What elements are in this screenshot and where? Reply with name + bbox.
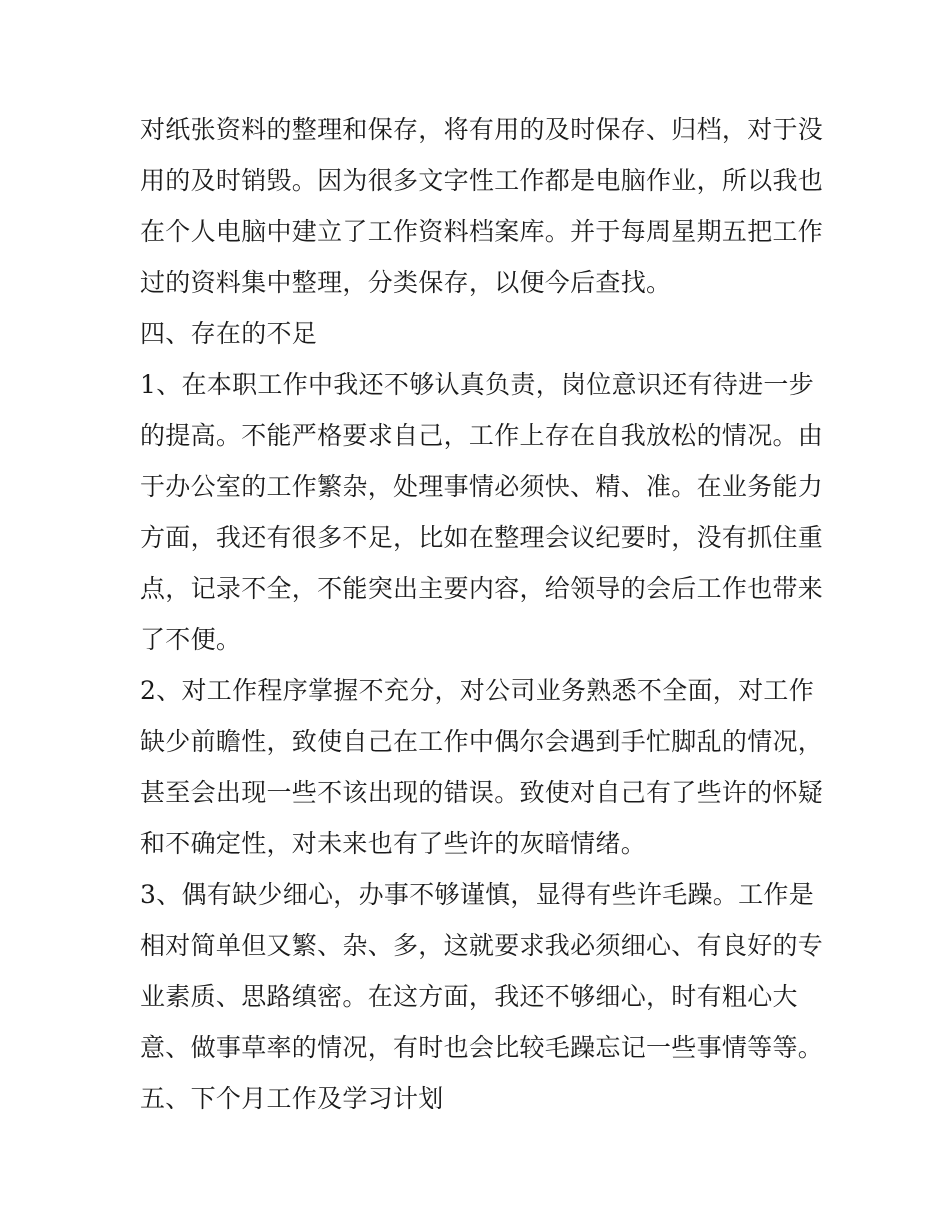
text-line: 甚至会出现一些不该出现的错误。致使对自己有了些许的怀疑 (140, 778, 824, 807)
document-body (140, 104, 824, 1124)
text-line: 和不确定性，对未来也有了些许的灰暗情绪。 (140, 829, 647, 858)
text-line: 于办公室的工作繁杂，处理事情必须快、精、准。在业务能力 (140, 472, 824, 501)
text-line: 3、偶有缺少细心，办事不够谨慎，显得有些许毛躁。工作是 (140, 880, 815, 909)
text-line: 缺少前瞻性，致使自己在工作中偶尔会遇到手忙脚乱的情况， (140, 727, 824, 756)
text-line: 对纸张资料的整理和保存，将有用的及时保存、归档，对于没 (140, 115, 824, 144)
section-heading: 四、存在的不足 (140, 319, 318, 348)
text-line: 在个人电脑中建立了工作资料档案库。并于每周星期五把工作 (140, 217, 824, 246)
text-line: 了不便。 (140, 625, 242, 654)
text-line: 2、对工作程序掌握不充分，对公司业务熟悉不全面，对工作 (140, 676, 815, 705)
text-line: 1、在本职工作中我还不够认真负责，岗位意识还有待进一步 (140, 370, 815, 399)
text-line: 方面，我还有很多不足，比如在整理会议纪要时，没有抓住重 (140, 523, 824, 552)
text-line: 意、做事草率的情况，有时也会比较毛躁忘记一些事情等等。 (140, 1033, 824, 1062)
section-heading: 五、下个月工作及学习计划 (140, 1084, 444, 1113)
text-line: 点，记录不全，不能突出主要内容，给领导的会后工作也带来 (140, 574, 824, 603)
text-line: 相对简单但又繁、杂、多，这就要求我必须细心、有良好的专 (140, 931, 824, 960)
text-line: 的提高。不能严格要求自己，工作上存在自我放松的情况。由 (140, 421, 824, 450)
text-line: 业素质、思路缜密。在这方面，我还不够细心，时有粗心大 (140, 982, 798, 1011)
text-line: 用的及时销毁。因为很多文字性工作都是电脑作业，所以我也 (140, 166, 824, 195)
text-line: 过的资料集中整理，分类保存，以便今后查找。 (140, 268, 672, 297)
